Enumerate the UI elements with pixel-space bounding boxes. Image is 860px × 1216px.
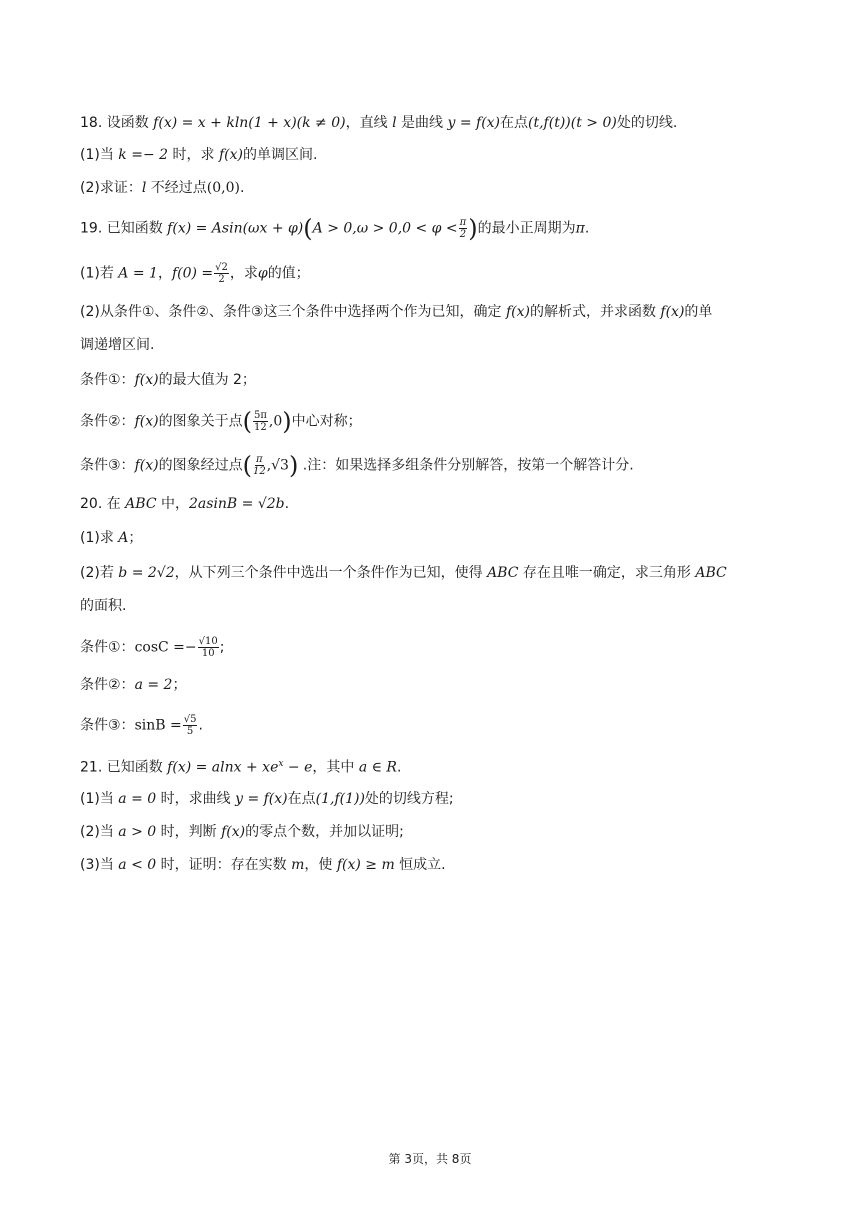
text: (1)若 bbox=[80, 265, 119, 282]
text: 在点 bbox=[500, 115, 529, 131]
math-formula: y = f(x) bbox=[235, 791, 288, 807]
text: 条件①： bbox=[80, 372, 135, 388]
fraction bbox=[198, 636, 219, 659]
fraction bbox=[183, 714, 198, 737]
text: 中心对称； bbox=[291, 413, 362, 430]
paren-open: ( bbox=[242, 407, 252, 436]
paren-open: ( bbox=[242, 451, 252, 480]
q18-stem bbox=[80, 113, 790, 133]
q19-part1 bbox=[80, 262, 790, 285]
q21-part2 bbox=[80, 822, 790, 842]
numerator: π bbox=[459, 217, 467, 228]
q20-condition2 bbox=[80, 675, 790, 695]
text: 的图象经过点 bbox=[158, 457, 243, 474]
math-var: l bbox=[141, 180, 147, 196]
numerator: π bbox=[256, 454, 263, 465]
math-var: φ bbox=[257, 265, 268, 282]
math-var: ABC bbox=[125, 496, 157, 512]
text: ，从下列三个条件中选出一个条件作为已知，使得 bbox=[174, 565, 488, 581]
q19-condition2 bbox=[80, 407, 790, 436]
math-formula: cosC =− bbox=[134, 639, 197, 656]
q19-part2 bbox=[80, 302, 790, 322]
denominator: 10 bbox=[201, 648, 215, 659]
text: 条件③： bbox=[80, 717, 135, 734]
math-formula: f(x) bbox=[134, 372, 159, 388]
q20-number: 20. 在 bbox=[80, 496, 126, 512]
text: 不经过点 bbox=[146, 180, 207, 196]
text: 的最大值为 2； bbox=[158, 372, 256, 388]
q18-number: 18. 设函数 bbox=[80, 115, 154, 131]
superscript: x bbox=[278, 759, 284, 769]
page-footer: 第 3页，共 8页 bbox=[388, 1152, 472, 1166]
math-var: m bbox=[291, 857, 305, 873]
text: 条件①： bbox=[80, 639, 135, 656]
math-formula: − e bbox=[283, 759, 313, 776]
fraction bbox=[459, 217, 468, 240]
text: (2)从条件①、条件②、条件③这三个条件中选择两个作为已知，确定 bbox=[80, 304, 506, 320]
text: 的图象关于点 bbox=[158, 413, 243, 430]
math-formula: (0,0) bbox=[206, 180, 240, 196]
text: 的单调区间. bbox=[242, 147, 318, 163]
paren-close: ) bbox=[288, 451, 299, 480]
math-formula: f(x) bbox=[221, 824, 246, 840]
text: 的零点个数，并加以证明; bbox=[245, 824, 404, 840]
text: (1)求 bbox=[80, 530, 119, 546]
math-formula: f(x) bbox=[218, 147, 243, 163]
text: 的值； bbox=[267, 265, 310, 282]
text: . bbox=[198, 717, 203, 734]
math-formula: a ∈ R bbox=[358, 759, 397, 776]
math-formula: A > 0,ω > 0,0 < φ < bbox=[312, 220, 458, 237]
text: 中， bbox=[156, 496, 189, 512]
text: 时，求 bbox=[168, 147, 219, 163]
math-formula: f(x) bbox=[505, 304, 530, 320]
text: 恒成立. bbox=[394, 857, 446, 873]
fraction bbox=[253, 454, 266, 477]
numerator: √2 bbox=[215, 262, 228, 273]
text: . bbox=[584, 220, 590, 237]
text: 调递增区间. bbox=[80, 337, 155, 353]
text: 时，判断 bbox=[156, 824, 222, 840]
math-formula: f(x) = alnx + xe bbox=[167, 759, 279, 776]
q19-condition1 bbox=[80, 370, 790, 390]
q18-part1 bbox=[80, 145, 790, 165]
q21-part1 bbox=[80, 789, 790, 809]
q20-stem bbox=[80, 494, 790, 514]
math-formula: A = 1 bbox=[118, 265, 158, 282]
text: 存在且唯一确定，求三角形 bbox=[518, 565, 696, 581]
denominator: 2 bbox=[218, 274, 225, 285]
math-formula: f(x) ≥ m bbox=[336, 857, 395, 873]
q21-part3 bbox=[80, 855, 790, 875]
text: 处的切线. bbox=[616, 115, 678, 131]
text: 处的切线方程; bbox=[364, 791, 454, 807]
q20-part2-cont bbox=[80, 596, 790, 616]
text: 在点 bbox=[287, 791, 316, 807]
text: (2)若 bbox=[80, 565, 119, 581]
q19-condition3 bbox=[80, 451, 790, 480]
math-formula: f(x) bbox=[660, 304, 685, 320]
math-formula: 2asinB = √2b bbox=[189, 496, 285, 512]
text: ，其中 bbox=[312, 759, 359, 776]
q21-stem bbox=[80, 754, 790, 778]
text: .注：如果选择多组条件分别解答，按第一个解答计分. bbox=[298, 457, 634, 474]
text: 条件③： bbox=[80, 457, 135, 474]
text: ； bbox=[128, 530, 143, 546]
math-var: A bbox=[118, 530, 129, 546]
math-formula: k =− 2 bbox=[118, 147, 169, 163]
math-formula: a < 0 bbox=[118, 857, 157, 873]
text: 的最小正周期为 bbox=[477, 220, 576, 237]
text: . bbox=[284, 496, 290, 512]
text: 的面积. bbox=[80, 598, 127, 614]
q21-number: 21. 已知函数 bbox=[80, 759, 168, 776]
text: (2)求证： bbox=[80, 180, 142, 196]
text: ，直线 bbox=[345, 115, 393, 131]
text: (1)当 bbox=[80, 791, 119, 807]
text: ; bbox=[219, 639, 225, 656]
paren-close: ) bbox=[282, 407, 292, 436]
q20-part1 bbox=[80, 528, 790, 548]
q19-part2-cont bbox=[80, 335, 790, 355]
text: ， bbox=[157, 265, 172, 282]
text: 时，求曲线 bbox=[156, 791, 236, 807]
text: 是曲线 bbox=[396, 115, 448, 131]
numerator: √5 bbox=[183, 714, 197, 725]
math-formula: (1,f(1)) bbox=[315, 791, 365, 807]
math-formula: a = 2 bbox=[134, 677, 173, 693]
q20-condition1 bbox=[80, 636, 790, 659]
text: 的单 bbox=[684, 304, 713, 320]
denominator: 12 bbox=[254, 422, 267, 433]
text: (1)当 bbox=[80, 147, 119, 163]
q19-stem bbox=[80, 214, 790, 243]
denominator: 5 bbox=[186, 726, 194, 737]
math-formula: f(x) = x + kln(1 + x)(k ≠ 0) bbox=[153, 115, 346, 131]
text: 条件②： bbox=[80, 413, 135, 430]
text: 时，证明：存在实数 bbox=[156, 857, 292, 873]
math-var: ABC bbox=[487, 565, 519, 581]
paren-close: ) bbox=[468, 214, 478, 243]
math-formula: a = 0 bbox=[118, 791, 157, 807]
q19-number: 19. 已知函数 bbox=[80, 220, 168, 237]
text: 的解析式，并求函数 bbox=[529, 304, 661, 320]
fraction bbox=[214, 262, 229, 285]
q20-condition3 bbox=[80, 714, 790, 737]
text: . bbox=[239, 180, 245, 196]
q20-part2 bbox=[80, 563, 790, 583]
numerator: 5π bbox=[253, 410, 267, 421]
text: . bbox=[396, 759, 402, 776]
numerator: √10 bbox=[198, 636, 218, 647]
math-formula: f(x) = Asin(ωx + φ) bbox=[167, 220, 304, 237]
denominator: 12 bbox=[252, 466, 266, 477]
math-var: ABC bbox=[695, 565, 727, 581]
math-formula: f(x) bbox=[134, 457, 159, 474]
text: (3)当 bbox=[80, 857, 119, 873]
paren-open: ( bbox=[303, 214, 313, 243]
text: ，求 bbox=[229, 265, 258, 282]
math-formula: f(0) = bbox=[171, 265, 214, 282]
math-formula: a > 0 bbox=[118, 824, 157, 840]
q18-part2 bbox=[80, 178, 790, 198]
fraction bbox=[253, 410, 268, 433]
math-formula: y = f(x) bbox=[447, 115, 501, 131]
math-formula: sinB = bbox=[134, 717, 182, 734]
math-formula: f(x) bbox=[134, 413, 159, 430]
text: (2)当 bbox=[80, 824, 119, 840]
math-formula: ,√3 bbox=[266, 457, 289, 474]
math-formula: ,0 bbox=[268, 413, 283, 430]
text: ； bbox=[172, 677, 187, 693]
denominator: 2 bbox=[459, 229, 467, 240]
math-var: l bbox=[392, 115, 397, 131]
math-var: π bbox=[575, 220, 585, 237]
math-formula: b = 2√2 bbox=[118, 565, 175, 581]
math-formula: (t,f(t))(t > 0) bbox=[528, 115, 617, 131]
text: ，使 bbox=[304, 857, 337, 873]
text: 条件②： bbox=[80, 677, 135, 693]
